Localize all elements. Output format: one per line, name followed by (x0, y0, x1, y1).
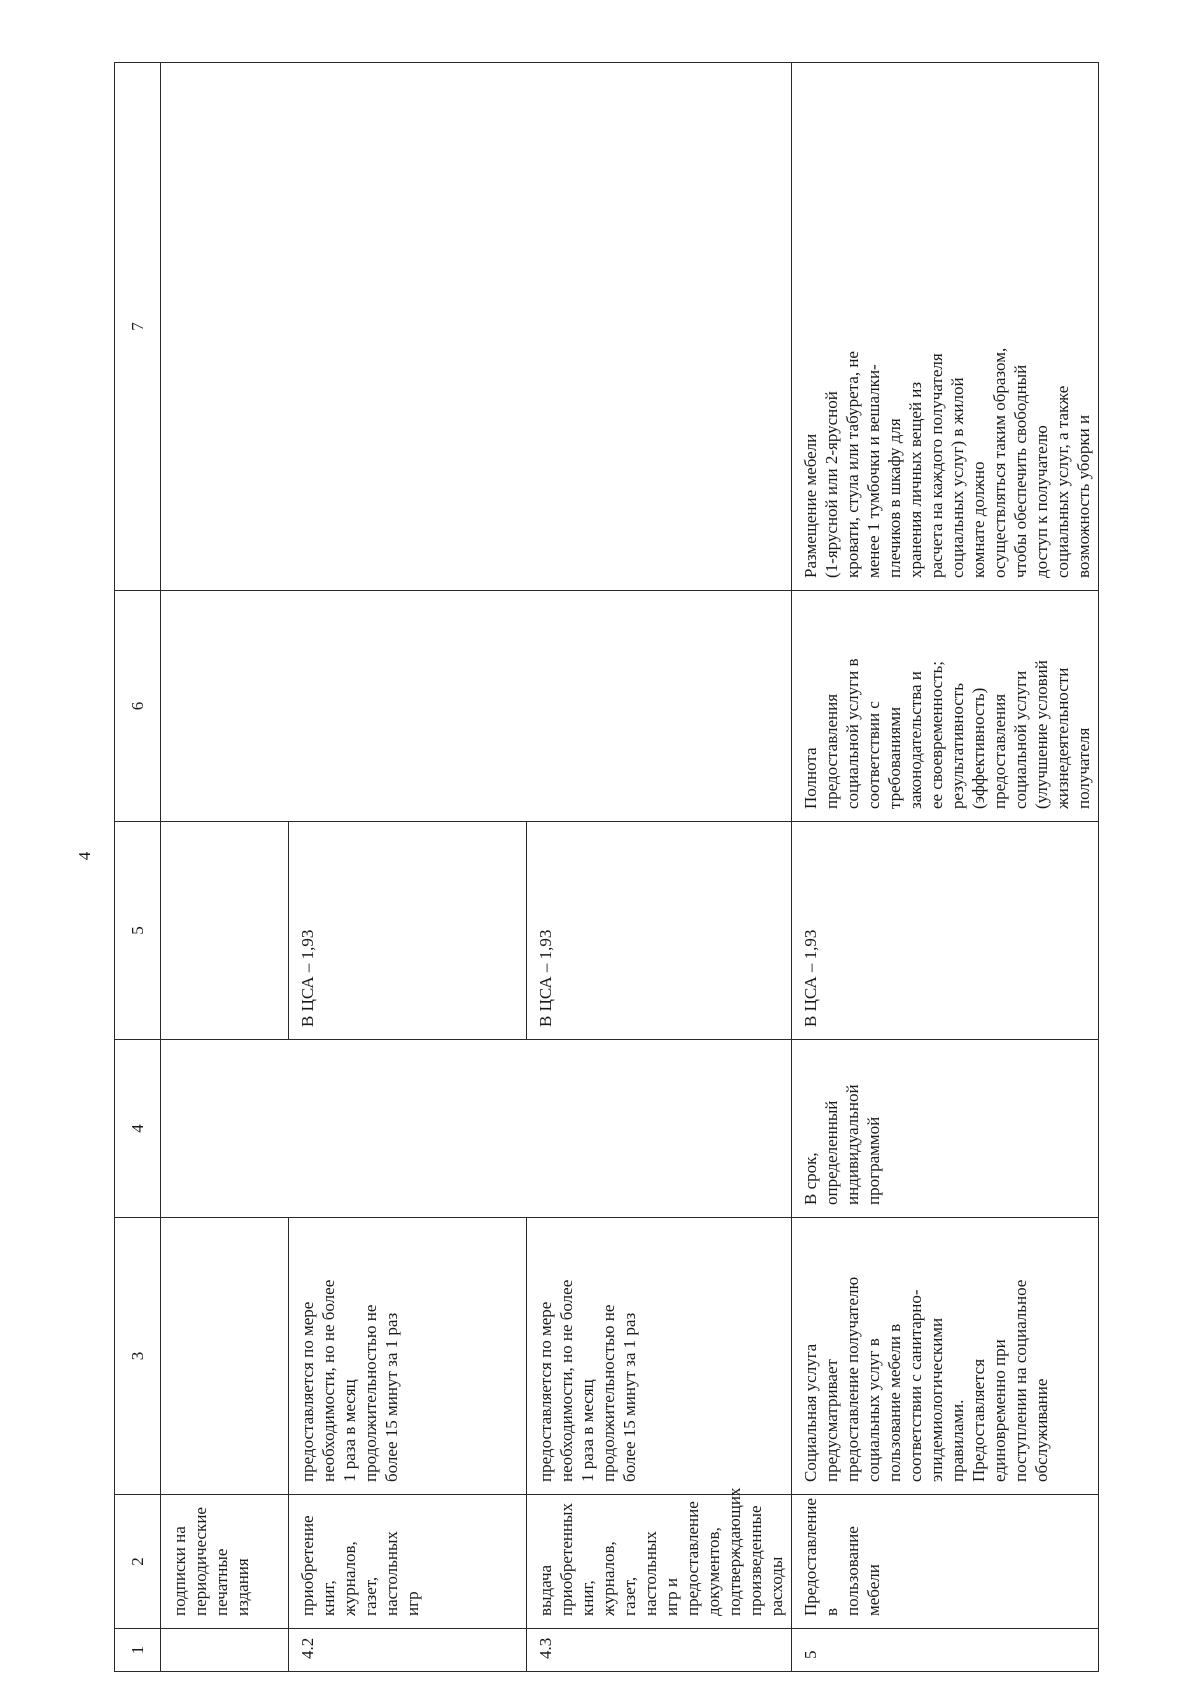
row-number: 4.2 (289, 1629, 527, 1672)
empty-cell (289, 63, 527, 591)
table-row (161, 63, 289, 1672)
rotated-table-frame (114, 322, 1200, 1672)
row-number: 5 (792, 1629, 1099, 1672)
service-name (289, 1495, 527, 1629)
header-cell: 5 (115, 822, 161, 1040)
cell-text: выдача приобретенных книг, журналов, газет, настольных игр и предоставление документов, подтверждающих произведенные расходы (536, 1487, 786, 1616)
page-number: 4 (75, 851, 94, 861)
rotated-table-area (114, 63, 1200, 1659)
row-number: 4.3 (527, 1629, 792, 1672)
empty-cell (527, 63, 792, 591)
cell-text: Социальная услуга предусматривает предоставление получателю социальных услуг в пользование мебели в соответствии с санитарно- эпидемиологическими правилами. Предоставляется единовременно при поступлении на социальное обслуживание (801, 1276, 1051, 1482)
service-description (527, 1218, 792, 1495)
cell-text: приобретение книг, журналов, газет, настольных игр (298, 1515, 422, 1616)
term-cell (792, 1040, 1099, 1218)
tariff-cell (289, 822, 527, 1040)
service-description (792, 1218, 1099, 1495)
header-cell: 1 (115, 1629, 161, 1672)
row-number (161, 1629, 289, 1672)
cell-text: предоставляется по мере необходимости, но не более 1 раза в месяц продолжительностью не более 15 минут за 1 раз (298, 1279, 401, 1482)
service-name (792, 1495, 1099, 1629)
empty-cell (527, 1040, 792, 1218)
service-description (289, 1218, 527, 1495)
services-table (114, 62, 1099, 1672)
cell-text: В ЦСА – 1,93 (536, 929, 555, 1027)
cell-text: Полнота предоставления социальной услуги в соответствии с требованиями законодательства и ее своевременность; результативность (эффективность) предоставления социальной услуги (улучшение условий жизнедеятельности получателя (801, 658, 1093, 809)
empty-cell (527, 591, 792, 822)
table-row (289, 63, 527, 1672)
header-cell: 7 (115, 63, 161, 591)
empty-cell (161, 822, 289, 1040)
cell-text: предоставляется по мере необходимости, но не более 1 раза в месяц продолжительностью не более 15 минут за 1 раз (536, 1279, 639, 1482)
empty-cell (161, 591, 289, 822)
cell-text: В ЦСА – 1,93 (801, 929, 820, 1027)
cell-text: В ЦСА – 1,93 (298, 929, 317, 1027)
service-name (161, 1495, 289, 1629)
table-row (527, 63, 792, 1672)
header-cell: 6 (115, 591, 161, 822)
header-cell: 4 (115, 1040, 161, 1218)
cell-text: Размещение мебели (1-ярусной или 2-ярусной кровати, стула или табурета, не менее 1 тумбочки и вешалки- плечиков в шкафу для хранения личных вещей из расчета на каждого получателя социальных услуг) в жилой комнате должно осуществляться таким образом, чтобы обеспечить свободный доступ к получателю социальных услуг, а также возможность уборки и (801, 347, 1093, 578)
empty-cell (289, 1040, 527, 1218)
service-name (527, 1487, 792, 1629)
header-cell: 3 (115, 1218, 161, 1495)
header-cell: 2 (115, 1495, 161, 1629)
cell-text: подписки на периодические печатные издания (170, 1507, 252, 1616)
tariff-cell (527, 822, 792, 1040)
empty-cell (161, 63, 289, 591)
header-row (115, 63, 161, 1672)
empty-cell (289, 591, 527, 822)
tariff-cell (792, 822, 1099, 1040)
cell-text: В срок, определенный индивидуальной программой (801, 1084, 883, 1205)
quality-indicators-cell (792, 591, 1099, 822)
empty-cell (161, 1218, 289, 1495)
conditions-cell (792, 63, 1099, 591)
table-row (792, 63, 1099, 1672)
empty-cell (161, 1040, 289, 1218)
cell-text: Предоставление в пользование мебели (801, 1498, 883, 1616)
